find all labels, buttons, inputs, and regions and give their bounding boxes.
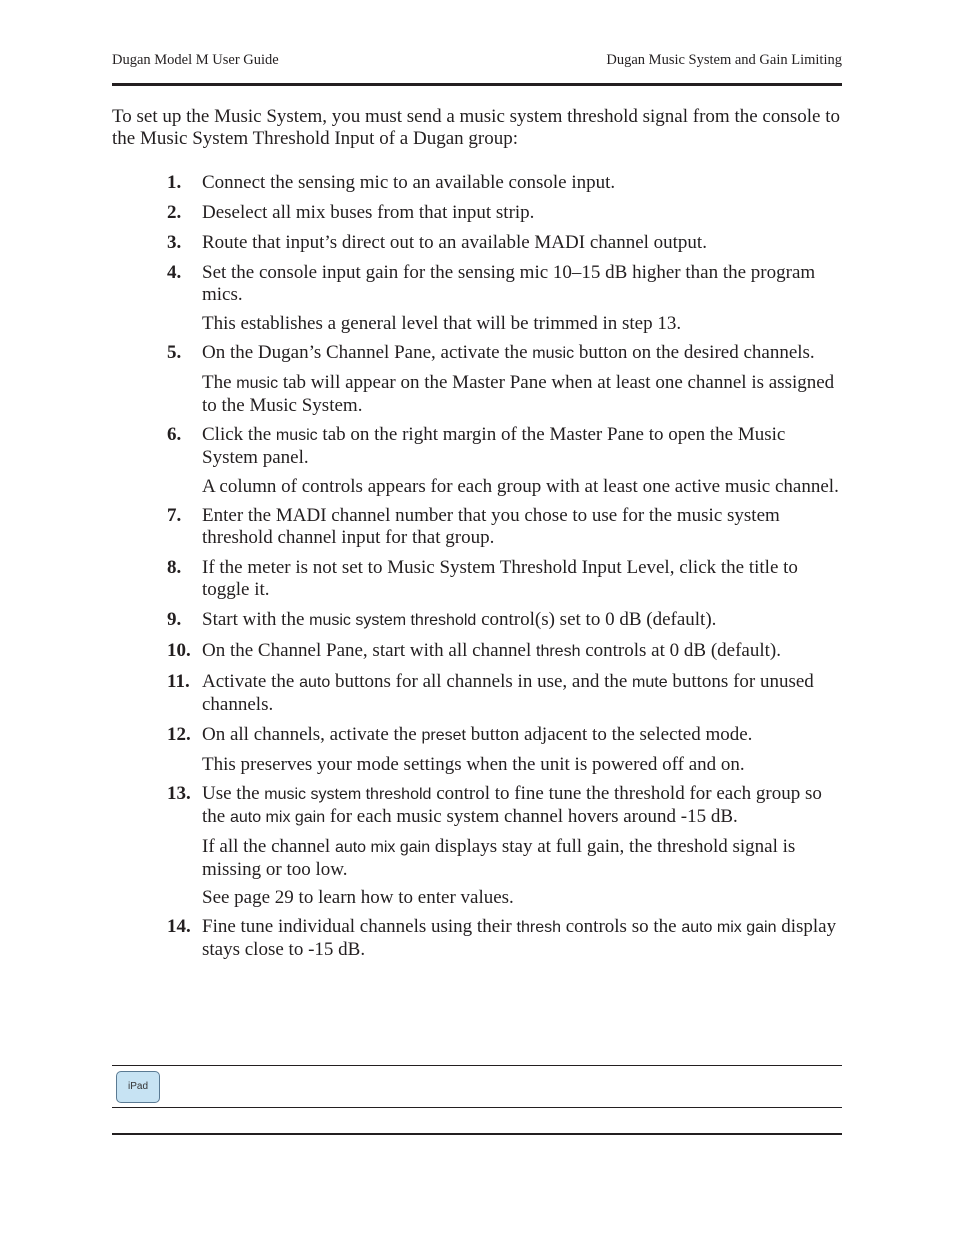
ui-term-auto-mix-gain: auto mix gain	[681, 919, 777, 936]
note-text: tab will appear on the Master Pane when at least one channel is assigned to the Music System.	[202, 372, 835, 416]
step-5-note	[112, 372, 844, 417]
step-11	[112, 671, 844, 716]
ui-term-thresh: thresh	[516, 919, 561, 936]
ui-term-music: music	[532, 345, 575, 362]
step-number: 11.	[167, 671, 190, 692]
header-guide-title: Dugan Model M User Guide	[112, 52, 279, 68]
step-3	[112, 232, 844, 254]
step-5	[112, 342, 844, 365]
step-number: 12.	[167, 724, 191, 745]
step-text: Fine tune individual channels using their	[202, 916, 517, 937]
step-text: Connect the sensing mic to an available console input.	[202, 172, 616, 193]
step-4	[112, 262, 844, 306]
step-number: 4.	[167, 262, 182, 283]
step-13-note-2: See page 29 to learn how to enter values.	[202, 887, 514, 908]
header-section-title: Dugan Music System and Gain Limiting	[606, 52, 842, 68]
step-number: 14.	[167, 916, 191, 937]
step-text: On the Dugan’s Channel Pane, activate the	[202, 342, 533, 363]
step-text: Start with the	[202, 609, 310, 630]
step-number: 1.	[167, 172, 182, 193]
ui-term-music-system-threshold: music system threshold	[309, 612, 477, 629]
note-text: The	[202, 372, 237, 393]
ui-term-music: music	[236, 375, 279, 392]
page-header	[112, 52, 842, 72]
step-number: 3.	[167, 232, 182, 253]
ui-term-music: music	[275, 427, 318, 444]
step-text: Enter the MADI channel number that you chose to use for the music system threshold channel input for that group.	[202, 505, 780, 548]
header-rule	[112, 83, 842, 86]
step-number: 5.	[167, 342, 182, 363]
step-number: 13.	[167, 783, 191, 804]
step-13-note-1	[112, 836, 844, 881]
step-text: On all channels, activate the	[202, 724, 422, 745]
step-7	[112, 505, 844, 549]
step-text: Click the	[202, 424, 276, 445]
step-13	[112, 783, 844, 829]
step-text: button adjacent to the selected mode.	[465, 724, 753, 745]
ui-term-mute: mute	[632, 674, 668, 691]
note-text: displays stay at full gain, the threshold signal is missing or too low.	[202, 836, 796, 880]
step-number: 8.	[167, 557, 182, 578]
step-14	[112, 916, 844, 961]
step-12	[112, 724, 844, 747]
ui-term-preset: preset	[421, 727, 466, 744]
step-text: Deselect all mix buses from that input strip.	[202, 202, 535, 223]
ui-term-auto-mix-gain: auto mix gain	[229, 809, 326, 826]
ui-term-auto-mix-gain: auto mix gain	[334, 839, 431, 856]
intro-paragraph: To set up the Music System, you must send a music system threshold signal from the console to the Music System Threshold Input of a Dugan group:	[112, 106, 840, 149]
step-text: controls at 0 dB (default).	[580, 640, 781, 661]
step-12-note: This preserves your mode settings when the unit is powered off and on.	[202, 754, 745, 775]
step-text: buttons for all channels in use, and the	[330, 671, 633, 692]
ui-term-thresh: thresh	[536, 643, 581, 660]
step-text: button on the desired channels.	[574, 342, 815, 363]
step-text: controls so the	[560, 916, 682, 937]
step-text: for each music system channel hovers around -15 dB.	[325, 806, 738, 827]
footer-rule	[112, 1133, 842, 1135]
step-number: 10.	[167, 640, 191, 661]
step-text: Route that input’s direct out to an available MADI channel output.	[202, 232, 707, 253]
step-text: If the meter is not set to Music System Threshold Input Level, click the title to toggle it.	[202, 557, 798, 600]
step-text: Set the console input gain for the sensing mic 10–15 dB higher than the program mics.	[202, 262, 816, 305]
step-8	[112, 557, 844, 601]
steps-list	[112, 172, 844, 969]
step-text: control(s) set to 0 dB (default).	[476, 609, 717, 630]
step-text: display stays close to -15 dB.	[202, 916, 837, 960]
step-number: 6.	[167, 424, 182, 445]
step-number: 2.	[167, 202, 182, 223]
step-6-note: A column of controls appears for each group with at least one active music channel.	[202, 476, 839, 497]
step-text: Use the	[202, 783, 265, 804]
ipad-badge: iPad	[116, 1071, 160, 1103]
step-text: buttons for unused channels.	[202, 671, 814, 715]
step-10	[112, 640, 844, 663]
step-text: control to fine tune the threshold for each group so the	[202, 783, 822, 827]
ipad-row	[112, 1066, 842, 1107]
step-6	[112, 424, 844, 469]
step-number: 9.	[167, 609, 182, 630]
note-text: If all the channel	[202, 836, 335, 857]
step-4-note: This establishes a general level that will be trimmed in step 13.	[202, 313, 682, 334]
step-9	[112, 609, 844, 632]
step-text: tab on the right margin of the Master Pane to open the Music System panel.	[202, 424, 786, 468]
step-number: 7.	[167, 505, 182, 526]
ipad-row-bottom-rule	[112, 1107, 842, 1108]
step-text: On the Channel Pane, start with all channel	[202, 640, 536, 661]
ui-term-music-system-threshold: music system threshold	[264, 786, 432, 803]
step-2	[112, 202, 844, 224]
step-1	[112, 172, 844, 194]
ui-term-auto: auto	[299, 674, 331, 691]
step-text: Activate the	[202, 671, 300, 692]
